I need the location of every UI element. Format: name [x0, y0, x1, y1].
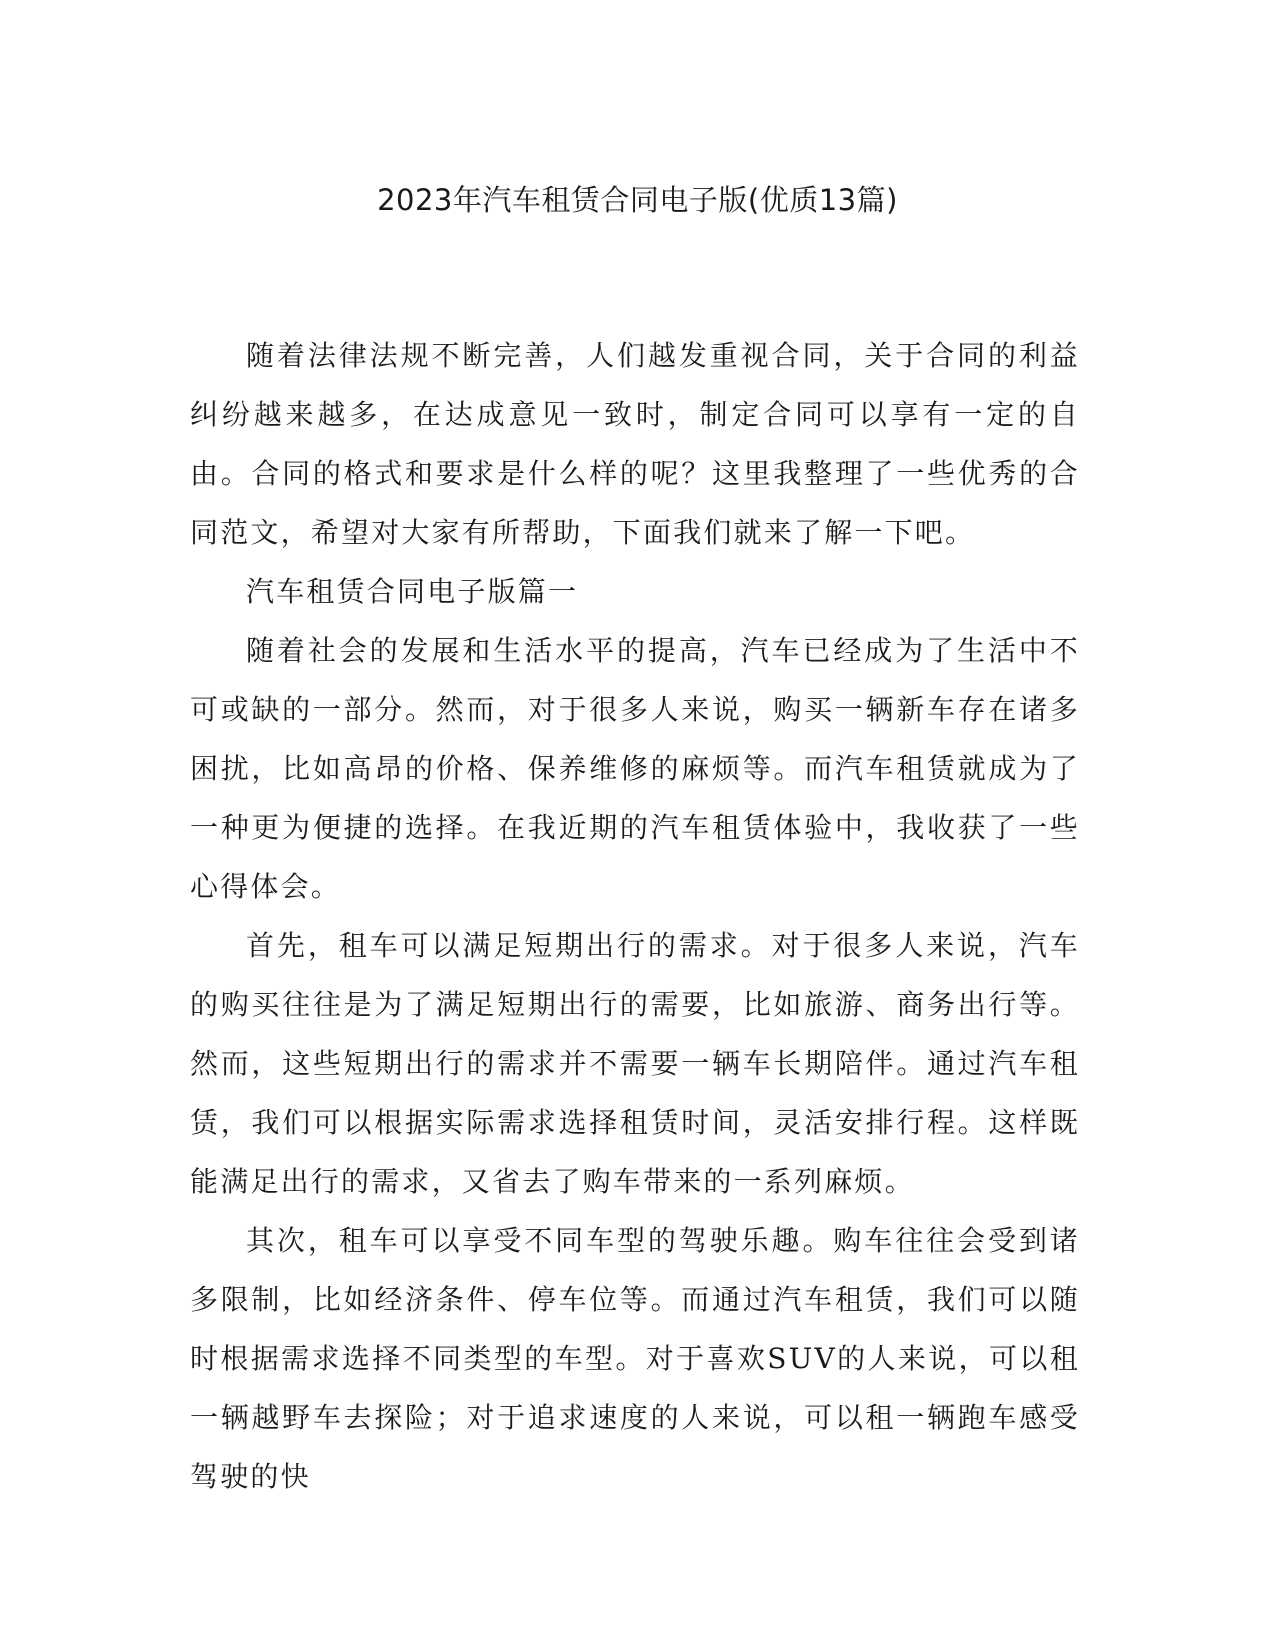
body-paragraph: 随着社会的发展和生活水平的提高，汽车已经成为了生活中不可或缺的一部分。然而，对于很多人来说，购买一辆新车存在诸多困扰，比如高昂的价格、保养维修的麻烦等。而汽车租赁就成为了一种更为便捷的选择。在我近期的汽车租赁体验中，我收获了一些心得体会。 [190, 634, 1080, 903]
body-paragraph: 首先，租车可以满足短期出行的需求。对于很多人来说，汽车的购买往往是为了满足短期出行的需要，比如旅游、商务出行等。然而，这些短期出行的需求并不需要一辆车长期陪伴。通过汽车租赁，我们可以根据实际需求选择租赁时间，灵活安排行程。这样既能满足出行的需求，又省去了购车带来的一系列麻烦。 [190, 929, 1080, 1198]
section-heading: 汽车租赁合同电子版篇一 [246, 575, 579, 608]
intro-paragraph: 随着法律法规不断完善，人们越发重视合同，关于合同的利益纠纷越来越多，在达成意见一致时，制定合同可以享有一定的自由。合同的格式和要求是什么样的呢？这里我整理了一些优秀的合同范文，希望对大家有所帮助，下面我们就来了解一下吧。 [190, 339, 1080, 549]
document-title: 2023年汽车租赁合同电子版(优质13篇) [377, 183, 898, 217]
body-paragraph: 其次，租车可以享受不同车型的驾驶乐趣。购车往往会受到诸多限制，比如经济条件、停车位等。而通过汽车租赁，我们可以随时根据需求选择不同类型的车型。对于喜欢SUV的人来说，可以租一辆越野车去探险；对于追求速度的人来说，可以租一辆跑车感受驾驶的快 [190, 1224, 1080, 1493]
document-body [190, 326, 1080, 1506]
